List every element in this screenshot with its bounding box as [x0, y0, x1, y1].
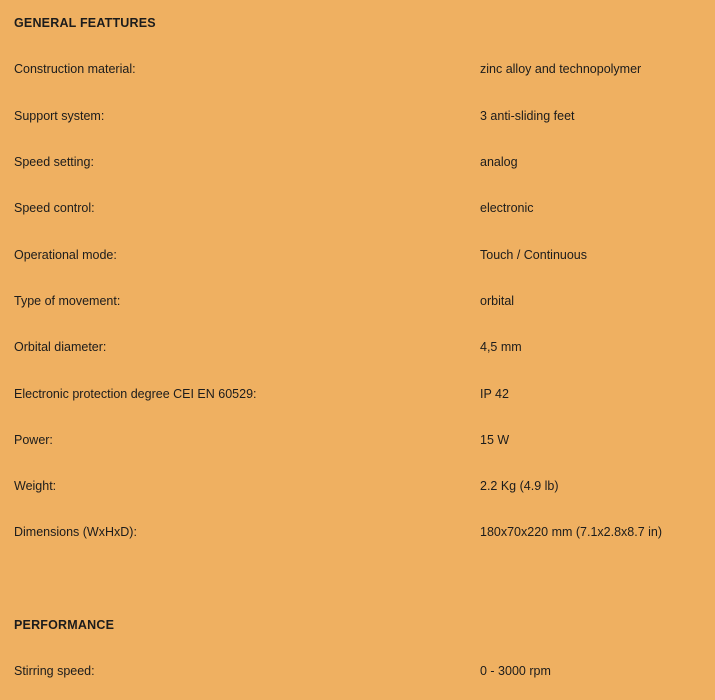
table-row	[14, 463, 701, 509]
table-row	[14, 324, 701, 370]
table-row	[14, 46, 701, 92]
section-gap	[14, 556, 701, 602]
table-row	[14, 278, 701, 324]
section-heading-row	[14, 602, 701, 648]
spec-value: electronic	[480, 201, 534, 216]
section-gap-left	[14, 556, 480, 602]
spec-value: 180x70x220 mm (7.1x2.8x8.7 in)	[480, 525, 663, 540]
spec-value: 3 anti-sliding feet	[480, 108, 575, 123]
spec-label: Electronic protection degree CEI EN 60529:	[14, 386, 257, 401]
section-heading-performance: PERFORMANCE	[14, 618, 115, 632]
table-row	[14, 139, 701, 185]
table-row	[14, 185, 701, 231]
spec-label: Speed setting:	[14, 155, 94, 170]
table-row	[14, 417, 701, 463]
section-heading-row	[14, 0, 701, 46]
spec-label: Support system:	[14, 108, 105, 123]
table-row	[14, 231, 701, 277]
spec-value: 15 W	[480, 432, 510, 447]
spec-label: Construction material:	[14, 62, 136, 77]
table-row	[14, 93, 701, 139]
section-heading-general-spacer	[480, 0, 701, 46]
spec-label: Power:	[14, 432, 53, 447]
section-heading-performance-spacer	[480, 602, 701, 648]
spec-label: Type of movement:	[14, 293, 121, 308]
spec-label: Stirring speed:	[14, 664, 95, 679]
spec-value: IP 42	[480, 386, 509, 401]
spec-value: Touch / Continuous	[480, 247, 588, 262]
spec-value: orbital	[480, 293, 515, 308]
spec-label: Orbital diameter:	[14, 340, 107, 355]
spec-label: Weight:	[14, 479, 57, 494]
spec-label: Speed control:	[14, 201, 95, 216]
section-heading-general: GENERAL FEATTURES	[14, 16, 156, 31]
spec-label: Operational mode:	[14, 247, 117, 262]
section-gap-right	[480, 556, 701, 602]
specifications-table	[14, 0, 701, 694]
bottom-strip	[0, 686, 715, 700]
spec-value: analog	[480, 155, 518, 170]
spec-value: 4,5 mm	[480, 340, 522, 355]
spec-value: zinc alloy and technopolymer	[480, 62, 642, 77]
spec-value: 0 - 3000 rpm	[480, 664, 551, 679]
table-row	[14, 370, 701, 416]
spec-label: Dimensions (WxHxD):	[14, 525, 137, 540]
spec-value: 2.2 Kg (4.9 lb)	[480, 479, 559, 494]
table-row	[14, 509, 701, 555]
